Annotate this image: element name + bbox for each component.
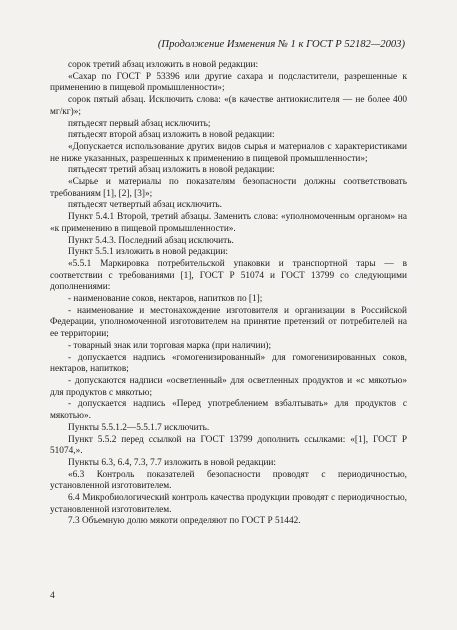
paragraph: Пункт 5.5.2 перед ссылкой на ГОСТ 13799 дополнить ссылками: «[1], ГОСТ Р 51074,». bbox=[50, 434, 407, 457]
list-item: - товарный знак или торговая марка (при наличии); bbox=[68, 340, 272, 351]
list-item: - допускается надпись «гомогенизированный» для гомогенизированных соков, нектаров, напитков; bbox=[50, 352, 407, 375]
paragraph: Пункт 5.4.1 Второй, третий абзацы. Заменить слова: «уполномоченным органом» на «к применению в пищевой промышленности». bbox=[50, 212, 407, 234]
paragraph: сорок пятый абзац. Исключить слова: «(в качестве антиокислителя — не более 400 мг/кг)»; bbox=[50, 95, 407, 117]
page-number: 4 bbox=[50, 591, 55, 601]
paragraph: «6.3 Контроль показателей безопасности проводят с периодичностью, установленной изготовителем. bbox=[50, 469, 407, 492]
paragraph: «Сахар по ГОСТ Р 53396 или другие сахара и подсластители, разрешенные к применению в пищевой промышленности»; bbox=[50, 71, 407, 94]
paragraph: Пункты 5.5.1.2—5.5.1.7 исключить. bbox=[68, 422, 210, 433]
paragraph: Пункты 6.3, 6.4, 7.3, 7.7 изложить в новой редакции: bbox=[68, 457, 276, 468]
paragraph: пятьдесят первый абзац исключить; bbox=[68, 118, 211, 129]
list-item: - допускается надпись «Перед употреблением взбалтывать» для продуктов с мякотью». bbox=[50, 399, 407, 422]
paragraph: Пункт 5.4.3. Последний абзац исключить. bbox=[68, 235, 234, 246]
list-item: - наименование и местонахождение изготовителя и организации в Российской Федерации, уполномоченной изготовителем на принятие претензий от потребителей на ее территории; bbox=[50, 305, 407, 340]
paragraph: «5.5.1 Маркировка потребительской упаковки и транспортной тары — в соответствии с требованиями [1], ГОСТ Р 51074 и ГОСТ 13799 со следующими дополнениями: bbox=[50, 258, 407, 293]
document-body bbox=[50, 60, 407, 528]
list-item: - допускаются надписи «осветленный» для осветленных продуктов и «с мякотью» для продуктов с мякотью; bbox=[50, 375, 407, 398]
list-item: - наименование соков, нектаров, напитков по [1]; bbox=[68, 294, 263, 305]
paragraph: «Допускается использование других видов сырья и материалов с характеристиками не ниже указанных, разрешенных к применению в пищевой промышленности»; bbox=[50, 141, 407, 164]
paragraph: пятьдесят второй абзац изложить в новой редакции: bbox=[68, 130, 275, 141]
paragraph: сорок третий абзац изложить в новой редакции: bbox=[68, 60, 259, 70]
paragraph: пятьдесят третий абзац изложить в новой редакции: bbox=[68, 165, 275, 176]
paragraph: Пункт 5.5.1 изложить в новой редакции: bbox=[68, 247, 228, 258]
paragraph: 7.3 Объемную долю мякоти определяют по ГОСТ Р 51442. bbox=[68, 516, 301, 527]
paragraph: «Сырье и материалы по показателям безопасности должны соответствовать требованиям [1], [2], [3]»; bbox=[50, 177, 407, 199]
paragraph: пятьдесят четвертый абзац исключить. bbox=[68, 200, 222, 211]
paragraph: 6.4 Микробиологический контроль качества продукции проводят с периодичностью, установленной изготовителем. bbox=[50, 493, 407, 515]
page-header: (Продолжение Изменения № 1 к ГОСТ Р 52182—2003) bbox=[157, 39, 405, 50]
